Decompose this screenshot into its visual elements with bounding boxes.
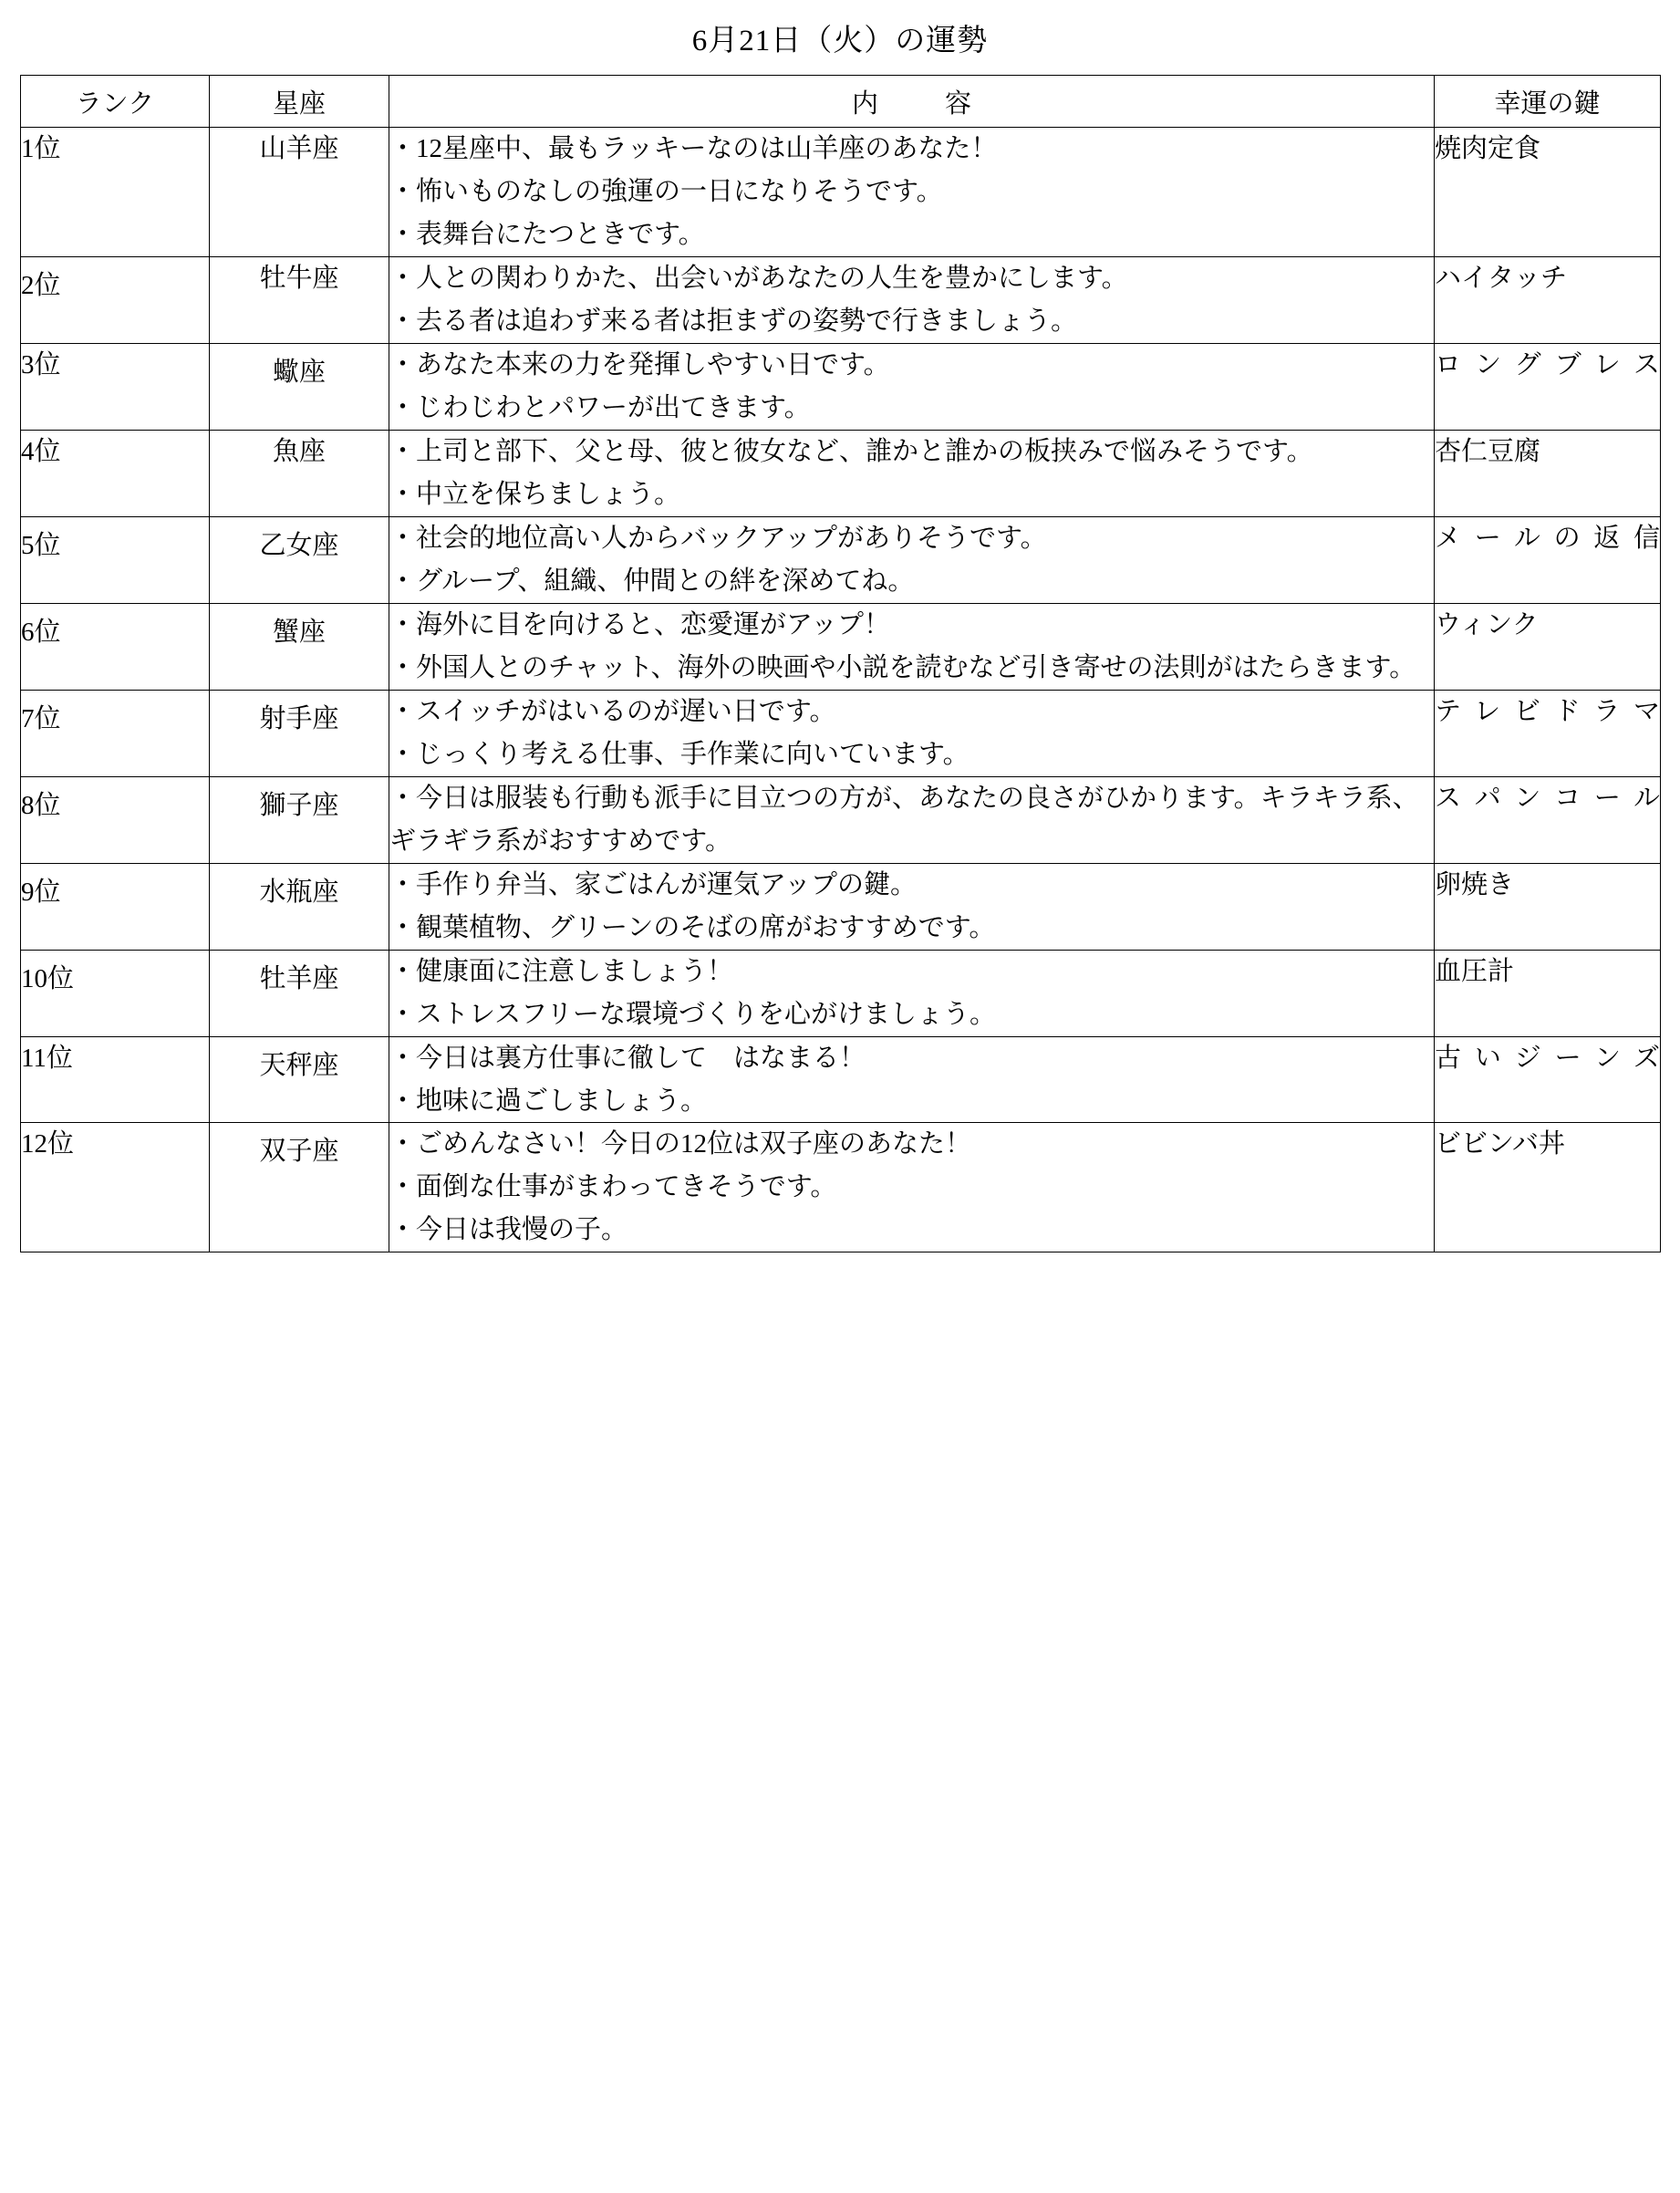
cell-lucky-key <box>1435 516 1661 603</box>
cell-sign <box>210 1036 389 1123</box>
content-line: ・じっくり考える仕事、手作業に向いています。 <box>389 739 970 769</box>
rank-value: 3位 <box>21 350 61 380</box>
sign-value: 魚座 <box>272 436 326 466</box>
content-line: ・中立を保ちましょう。 <box>389 479 681 509</box>
cell-content <box>389 344 1435 431</box>
sign-value: 蟹座 <box>272 617 326 647</box>
cell-content <box>389 603 1435 690</box>
content-line: ・上司と部下、父と母、彼と彼女など、誰かと誰かの板挟みで悩みそうです。 <box>389 436 1313 466</box>
cell-lucky-key <box>1435 257 1661 344</box>
cell-content <box>389 430 1435 516</box>
cell-sign <box>210 690 389 776</box>
rank-value: 4位 <box>21 436 61 466</box>
lucky-key-value: ビビンバ丼 <box>1435 1129 1565 1159</box>
sign-value: 乙女座 <box>259 530 339 560</box>
table-body <box>21 128 1661 1252</box>
table-row <box>21 603 1661 690</box>
sign-value: 牡牛座 <box>259 264 339 294</box>
cell-lucky-key <box>1435 863 1661 950</box>
content-line: ・観葉植物、グリーンのそばの席がおすすめです。 <box>389 912 996 942</box>
header-sign-label: 星座 <box>272 88 326 119</box>
table-row <box>21 1036 1661 1123</box>
content-line: ・ごめんなさい！今日の12位は双子座のあなた！ <box>389 1129 972 1159</box>
rank-value: 9位 <box>21 877 61 907</box>
lucky-key-value: ロングブレス <box>1435 350 1660 380</box>
table-row <box>21 344 1661 431</box>
cell-sign <box>210 863 389 950</box>
cell-content <box>389 1036 1435 1123</box>
lucky-key-value: ウィンク <box>1435 609 1539 639</box>
cell-sign <box>210 128 389 257</box>
content-line: ・グループ、組織、仲間との絆を深めてね。 <box>389 566 915 596</box>
rank-value: 7位 <box>21 703 61 733</box>
cell-sign <box>210 257 389 344</box>
cell-sign <box>210 516 389 603</box>
lucky-key-value: 古いジーンズ <box>1435 1043 1660 1073</box>
header-rank-label: ランク <box>75 88 155 119</box>
cell-lucky-key <box>1435 1036 1661 1123</box>
content-line: ・人との関わりかた、出会いがあなたの人生を豊かにします。 <box>389 264 1128 294</box>
content-line: ・表舞台にたつときです。 <box>389 220 705 250</box>
rank-value: 1位 <box>21 134 61 164</box>
table-row <box>21 128 1661 257</box>
cell-lucky-key <box>1435 950 1661 1036</box>
rank-value: 11位 <box>21 1043 73 1073</box>
cell-content <box>389 257 1435 344</box>
header-key-label: 幸運の鍵 <box>1494 88 1601 119</box>
rank-value: 8位 <box>21 790 61 820</box>
sign-value: 山羊座 <box>259 134 339 164</box>
content-line: ・12星座中、最もラッキーなのは山羊座のあなた！ <box>389 134 998 164</box>
cell-content <box>389 863 1435 950</box>
cell-lucky-key <box>1435 603 1661 690</box>
lucky-key-value: 焼肉定食 <box>1435 134 1541 164</box>
header-sign <box>210 76 389 128</box>
table-row <box>21 690 1661 776</box>
rank-value: 12位 <box>21 1129 75 1159</box>
sign-value: 牡羊座 <box>259 963 339 993</box>
cell-rank <box>21 516 210 603</box>
cell-rank <box>21 128 210 257</box>
table-row <box>21 1123 1661 1252</box>
content-line: ・じわじわとパワーが出てきます。 <box>389 393 811 422</box>
cell-rank <box>21 1036 210 1123</box>
sign-value: 射手座 <box>259 703 339 733</box>
lucky-key-value: スパンコール <box>1435 783 1660 813</box>
cell-lucky-key <box>1435 344 1661 431</box>
cell-sign <box>210 603 389 690</box>
cell-content <box>389 516 1435 603</box>
header-key <box>1435 76 1661 128</box>
content-line: ・スイッチがはいるのが遅い日です。 <box>389 696 836 726</box>
cell-rank <box>21 1123 210 1252</box>
table-row <box>21 950 1661 1036</box>
content-line: ・社会的地位高い人からバックアップがありそうです。 <box>389 523 1047 553</box>
cell-lucky-key <box>1435 690 1661 776</box>
cell-rank <box>21 776 210 863</box>
content-line: ・あなた本来の力を発揮しやすい日です。 <box>389 350 890 380</box>
header-content-label: 内 容 <box>851 88 991 119</box>
sign-value: 獅子座 <box>259 790 339 820</box>
cell-content <box>389 1123 1435 1252</box>
table-row <box>21 430 1661 516</box>
rank-value: 5位 <box>21 530 61 560</box>
cell-rank <box>21 257 210 344</box>
cell-lucky-key <box>1435 128 1661 257</box>
cell-content <box>389 128 1435 257</box>
content-line: ・ストレスフリーな環境づくりを心がけましょう。 <box>389 999 996 1029</box>
content-line: ・健康面に注意しましょう！ <box>389 956 734 986</box>
cell-rank <box>21 344 210 431</box>
header-row <box>21 76 1661 128</box>
sign-value: 水瓶座 <box>259 877 339 907</box>
rank-value: 2位 <box>21 271 61 301</box>
cell-sign <box>210 1123 389 1252</box>
content-line: ・海外に目を向けると、恋愛運がアップ！ <box>389 609 890 639</box>
cell-rank <box>21 863 210 950</box>
page-title: 6月21日（火）の運勢 <box>691 25 989 57</box>
content-line: ・怖いものなしの強運の一日になりそうです。 <box>389 177 943 207</box>
content-line: ・今日は裏方仕事に徹して はなまる！ <box>389 1043 866 1073</box>
header-rank <box>21 76 210 128</box>
cell-sign <box>210 344 389 431</box>
lucky-key-value: 卵焼き <box>1435 869 1515 899</box>
cell-lucky-key <box>1435 776 1661 863</box>
cell-content <box>389 776 1435 863</box>
table-header <box>21 76 1661 128</box>
cell-rank <box>21 950 210 1036</box>
table-row <box>21 516 1661 603</box>
cell-rank <box>21 603 210 690</box>
content-line: ・地味に過ごしましょう。 <box>389 1086 708 1116</box>
cell-lucky-key <box>1435 1123 1661 1252</box>
rank-value: 6位 <box>21 617 61 647</box>
sign-value: 天秤座 <box>259 1050 339 1080</box>
content-line: ・去る者は追わず来る者は拒まずの姿勢で行きましょう。 <box>389 307 1078 337</box>
table-row <box>21 257 1661 344</box>
rank-value: 10位 <box>21 963 75 993</box>
sign-value: 双子座 <box>259 1137 339 1167</box>
cell-sign <box>210 950 389 1036</box>
content-line: ・外国人とのチャット、海外の映画や小説を読むなど引き寄せの法則がはたらきます。 <box>389 652 1416 682</box>
lucky-key-value: 杏仁豆腐 <box>1435 436 1541 466</box>
cell-sign <box>210 776 389 863</box>
lucky-key-value: テレビドラマ <box>1435 696 1660 726</box>
cell-content <box>389 690 1435 776</box>
fortune-table <box>20 75 1661 1252</box>
table-row <box>21 776 1661 863</box>
content-line: ・手作り弁当、家ごはんが運気アップの鍵。 <box>389 869 917 899</box>
lucky-key-value: メールの返信 <box>1435 523 1660 553</box>
table-row <box>21 863 1661 950</box>
cell-lucky-key <box>1435 430 1661 516</box>
cell-rank <box>21 430 210 516</box>
sign-value: 蠍座 <box>272 358 326 388</box>
lucky-key-value: ハイタッチ <box>1435 264 1568 294</box>
cell-content <box>389 950 1435 1036</box>
cell-rank <box>21 690 210 776</box>
lucky-key-value: 血圧計 <box>1435 956 1515 986</box>
content-line: ・今日は服装も行動も派手に目立つの方が、あなたの良さがひかります。キラキラ系、ギラギラ系がおすすめです。 <box>389 783 1419 856</box>
content-line: ・今日は我慢の子。 <box>389 1215 628 1245</box>
content-line: ・面倒な仕事がまわってきそうです。 <box>389 1172 837 1202</box>
cell-sign <box>210 430 389 516</box>
header-content <box>389 76 1435 128</box>
